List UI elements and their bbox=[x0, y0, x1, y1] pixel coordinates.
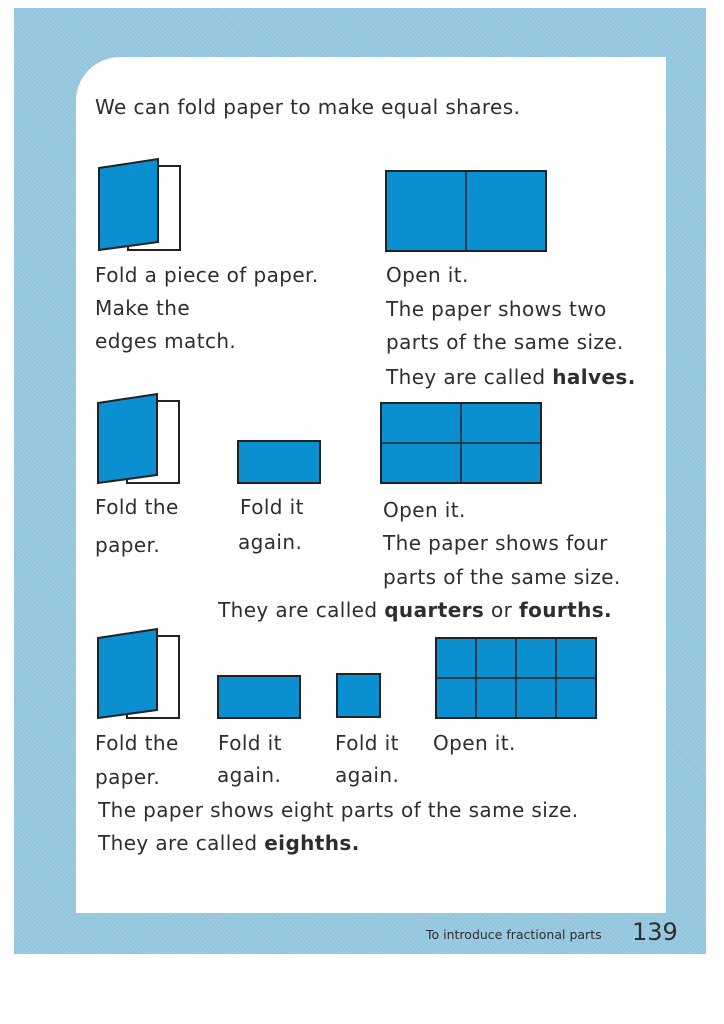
instruction-text: The paper shows four bbox=[383, 531, 608, 555]
instruction-text: again. bbox=[238, 530, 303, 554]
instruction-text: paper. bbox=[95, 765, 161, 789]
term-fourths: fourths. bbox=[519, 598, 613, 622]
instruction-text: Fold a piece of paper. bbox=[95, 263, 319, 287]
instruction-text: Fold the bbox=[95, 495, 179, 519]
instruction-text: again. bbox=[335, 763, 400, 787]
folded-third-time-illustration bbox=[336, 673, 382, 719]
called-sentence bbox=[218, 598, 612, 622]
called-sentence bbox=[98, 831, 360, 855]
called-prefix: They are called bbox=[386, 365, 553, 389]
folded-paper-illustration bbox=[97, 393, 181, 485]
term-eighths: eighths. bbox=[264, 831, 360, 855]
term-halves: halves. bbox=[552, 365, 636, 389]
instruction-text: Open it. bbox=[433, 731, 516, 755]
instruction-text: parts of the same size. bbox=[386, 330, 624, 354]
instruction-text: paper. bbox=[95, 533, 161, 557]
called-prefix: They are called bbox=[98, 831, 265, 855]
instruction-text: edges match. bbox=[95, 329, 237, 353]
or-text: or bbox=[484, 598, 520, 622]
instruction-text: Make the bbox=[95, 296, 191, 320]
instruction-text: Fold the bbox=[95, 731, 179, 755]
instruction-text: Fold it bbox=[335, 731, 399, 755]
folded-again-illustration bbox=[217, 675, 301, 719]
instruction-text: Fold it bbox=[240, 495, 304, 519]
footer-caption: To introduce fractional parts bbox=[426, 927, 602, 942]
instruction-text: Open it. bbox=[386, 263, 469, 287]
instruction-text: The paper shows two bbox=[386, 297, 607, 321]
called-prefix: They are called bbox=[218, 598, 385, 622]
instruction-text: parts of the same size. bbox=[383, 565, 621, 589]
page-number: 139 bbox=[632, 918, 678, 946]
quarters-illustration bbox=[380, 402, 542, 484]
instruction-text: Open it. bbox=[383, 498, 466, 522]
folded-paper-illustration bbox=[97, 628, 181, 720]
instruction-text: The paper shows eight parts of the same size. bbox=[98, 798, 579, 822]
term-quarters: quarters bbox=[384, 598, 485, 622]
halves-illustration bbox=[385, 170, 547, 252]
instruction-text: again. bbox=[217, 763, 282, 787]
called-sentence bbox=[386, 365, 636, 389]
eighths-illustration bbox=[435, 637, 597, 719]
folded-again-illustration bbox=[237, 440, 321, 484]
folded-paper-illustration bbox=[98, 158, 182, 252]
instruction-text: Fold it bbox=[218, 731, 282, 755]
page-title: We can fold paper to make equal shares. bbox=[95, 95, 521, 119]
